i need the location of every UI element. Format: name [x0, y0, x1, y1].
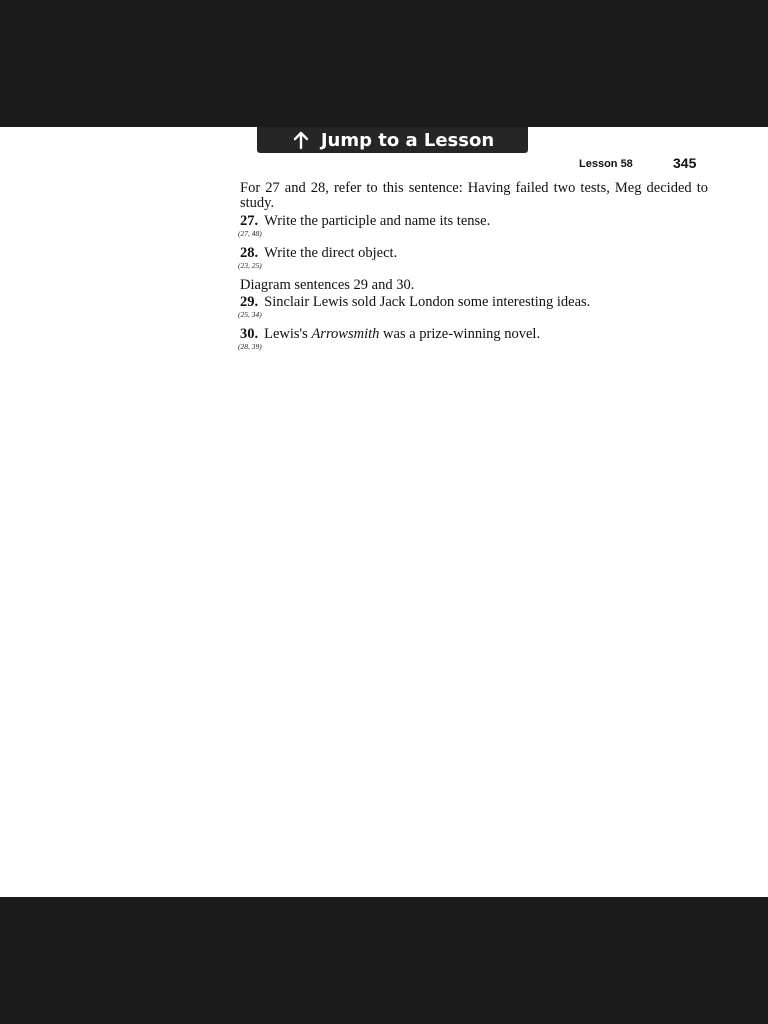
item-reference: (27, 48) [238, 229, 262, 238]
item-reference: (28, 39) [238, 342, 262, 351]
arrow-up-icon [291, 130, 311, 150]
diagram-instructions: Diagram sentences 29 and 30. [240, 277, 415, 293]
exercise-content [238, 181, 708, 359]
top-letterbox [0, 0, 768, 127]
item-text: Sinclair Lewis sold Jack London some interesting ideas. [264, 294, 591, 310]
exercise-intro: For 27 and 28, refer to this sentence: Having failed two tests, Meg decided to study. [240, 180, 708, 211]
jump-to-lesson-label: Jump to a Lesson [320, 129, 495, 151]
item-number: 30. [240, 326, 259, 342]
exercise-item-30 [238, 327, 708, 351]
page-number: 345 [673, 155, 697, 171]
lesson-label: Lesson 58 [579, 158, 633, 170]
document-page [0, 127, 768, 897]
item-text-before: Lewis's [264, 326, 312, 342]
item-number: 28. [240, 245, 259, 261]
exercise-item-28 [238, 246, 708, 270]
item-reference: (25, 34) [238, 310, 262, 319]
item-text-after: was a prize-winning novel. [379, 326, 541, 342]
item-reference: (23, 25) [238, 261, 262, 270]
exercise-item-27 [238, 214, 708, 238]
bottom-letterbox [0, 897, 768, 1024]
book-title: Arrowsmith [311, 326, 380, 342]
item-number: 27. [240, 213, 259, 229]
exercise-item-29 [238, 295, 708, 319]
jump-to-lesson-button[interactable] [257, 127, 528, 153]
item-text: Write the participle and name its tense. [264, 213, 491, 229]
item-number: 29. [240, 294, 259, 310]
item-text: Write the direct object. [264, 245, 398, 261]
